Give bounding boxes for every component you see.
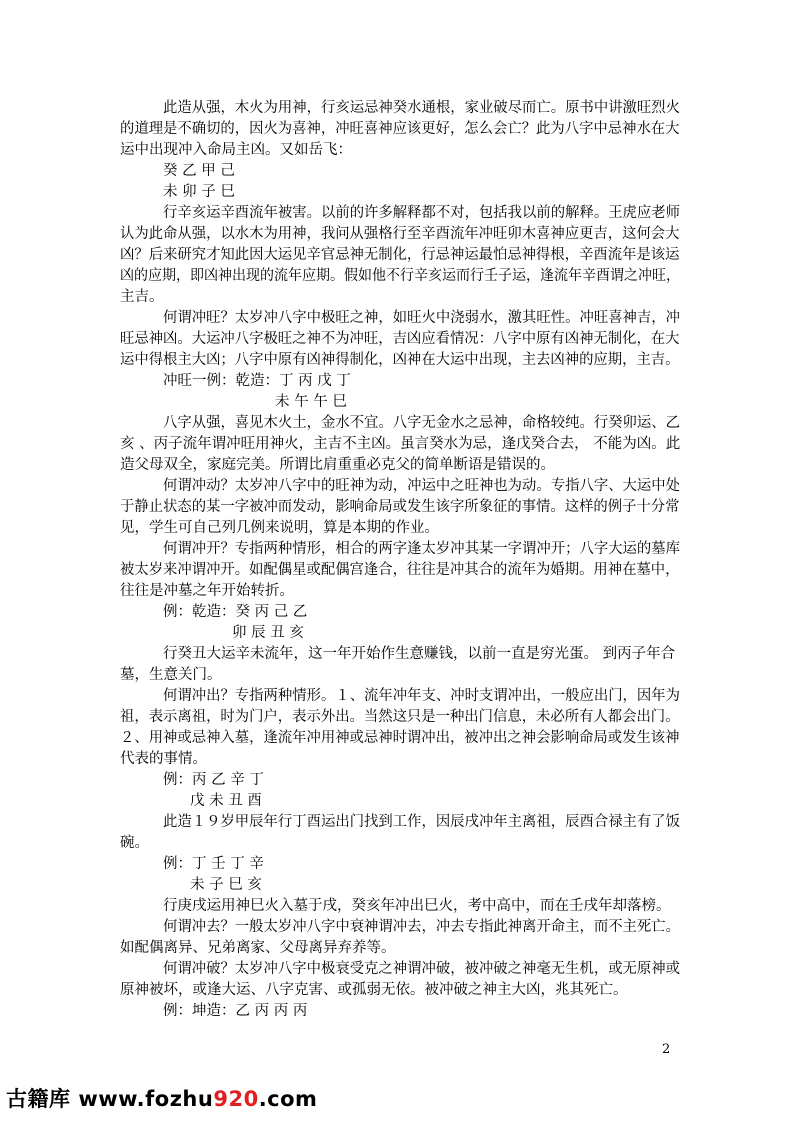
text-line: 何谓冲破？太岁冲八字中极衰受克之神谓冲破，被冲破之神毫无生机，或无原神或 <box>163 961 680 977</box>
text-line: 碗。 <box>120 835 149 851</box>
text-line: 例：坤造：乙 丙 丙 丙 <box>163 1003 308 1019</box>
text-line: 卯 辰 丑 亥 <box>232 625 304 641</box>
text-line: 代表的事情。 <box>120 751 207 767</box>
text-line: 例：丁 壬 丁 辛 <box>163 856 264 872</box>
site-url-suffix: .com <box>258 1087 318 1111</box>
text-line: 癸 乙 甲 己 <box>163 163 235 179</box>
text-line: 于静止状态的某一字被冲而发动，影响命局或发生该字所象征的事情。这样的例子十分常 <box>120 499 680 515</box>
text-line: 如配偶离异、兄弟离家、父母离异弃养等。 <box>120 940 396 956</box>
text-line: 何谓冲旺？太岁冲八字中极旺之神，如旺火中浇弱水，激其旺性。冲旺喜神吉，冲 <box>163 310 680 326</box>
text-line: 八字从强，喜见木火土，金水不宜。八字无金水之忌神，命格较纯。行癸卯运、乙 <box>163 415 680 431</box>
text-line: 未 卯 子 巳 <box>163 184 235 200</box>
text-line: 造父母双全，家庭完美。所谓比肩重重必克父的简单断语是错误的。 <box>120 457 555 473</box>
text-line: 原神被坏，或逢大运、八字克害、或孤弱无依。被冲破之神主大凶，兆其死亡。 <box>120 982 628 998</box>
watermark-footer <box>6 1083 317 1113</box>
text-line: ２、用神或忌神入墓，逢流年冲用神或忌神时谓冲出，被冲出之神会影响命局或发生该神 <box>120 730 680 746</box>
text-line: 行庚戌运用神巳火入墓于戌，癸亥年冲出巳火，考中高中，而在壬戌年却落榜。 <box>163 898 671 914</box>
text-line: 未 午 午 巳 <box>275 394 347 410</box>
text-line: 行辛亥运辛酉流年被害。以前的许多解释都不对，包括我以前的解释。王虎应老师 <box>163 205 680 221</box>
text-line: 未 子 巳 亥 <box>190 877 262 893</box>
text-line: 凶的应期，即凶神出现的流年应期。假如他不行辛亥运而行壬子运，逢流年辛酉谓之冲旺， <box>120 268 680 284</box>
text-line: 何谓冲动？太岁冲八字中的旺神为动，冲运中之旺神也为动。专指八字、大运中处 <box>163 478 680 494</box>
text-line: 凶？后来研究才知此因大运见辛官忌神无制化，行忌神运最怕忌神得根，辛酉流年是该运 <box>120 247 680 263</box>
text-line: 亥 、丙子流年谓冲旺用神火，主吉不主凶。虽言癸水为忌，逢戊癸合去， 不能为凶。此 <box>120 436 681 452</box>
text-line: 此造１９岁甲辰年行丁酉运出门找到工作，因辰戌冲年主离祖，辰酉合禄主有了饭 <box>163 814 680 830</box>
text-line: 旺忌神凶。大运冲八字极旺之神不为冲旺，吉凶应看情况：八字中原有凶神无制化，在大 <box>120 331 680 347</box>
text-line: 此造从强，木火为用神，行亥运忌神癸水通根，家业破尽而亡。原书中讲激旺烈火 <box>163 100 680 116</box>
text-line: 祖，表示离祖，时为门户，表示外出。当然这只是一种出门信息，未必所有人都会出门。 <box>120 709 680 725</box>
text-line: 何谓冲去？一般太岁冲八字中衰神谓冲去，冲去专指此神离开命主，而不主死亡。 <box>163 919 680 935</box>
site-url-number: 920 <box>213 1087 259 1111</box>
site-url-prefix: www.fozhu <box>78 1087 214 1111</box>
text-line: 行癸丑大运辛未流年，这一年开始作生意赚钱，以前一直是穷光蛋。 到丙子年合 <box>163 646 676 662</box>
text-line: 被太岁来冲谓冲开。如配偶星或配偶宫逢合，往往是冲其合的流年为婚期。用神在墓中， <box>120 562 680 578</box>
text-line: 主吉。 <box>120 289 164 305</box>
text-line: 何谓冲出？专指两种情形。１、流年冲年支、冲时支谓冲出，一般应出门，因年为 <box>163 688 680 704</box>
text-line: 墓，生意关门。 <box>120 667 222 683</box>
text-line: 的道理是不确切的，因火为喜神，冲旺喜神应该更好，怎么会亡？此为八字中忌神水在大 <box>120 121 680 137</box>
text-line: 见，学生可自己列几例来说明，算是本期的作业。 <box>120 520 439 536</box>
text-line: 何谓冲开？专指两种情形，相合的两字逢太岁冲其某一字谓冲开；八字大运的墓库 <box>163 541 680 557</box>
text-line: 认为此命从强，以水木为用神，我问从强格行至辛酉流年冲旺卯木喜神应更吉，这何会大 <box>120 226 680 242</box>
site-name: 古籍库 <box>6 1087 71 1111</box>
text-line: 冲旺一例：乾造：丁 丙 戊 丁 <box>163 373 351 389</box>
text-line: 往往是冲墓之年开始转折。 <box>120 583 294 599</box>
text-line: 例：丙 乙 辛 丁 <box>163 772 264 788</box>
text-line: 运中出现冲入命局主凶。又如岳飞： <box>120 142 352 158</box>
text-line: 例：乾造：癸 丙 己 乙 <box>163 604 308 620</box>
text-line: 运中得根主大凶；八字中原有凶神得制化，凶神在大运中出现，主去凶神的应期，主吉。 <box>120 352 680 368</box>
text-line: 戊 未 丑 酉 <box>190 793 262 809</box>
page-number: 2 <box>662 1042 671 1057</box>
